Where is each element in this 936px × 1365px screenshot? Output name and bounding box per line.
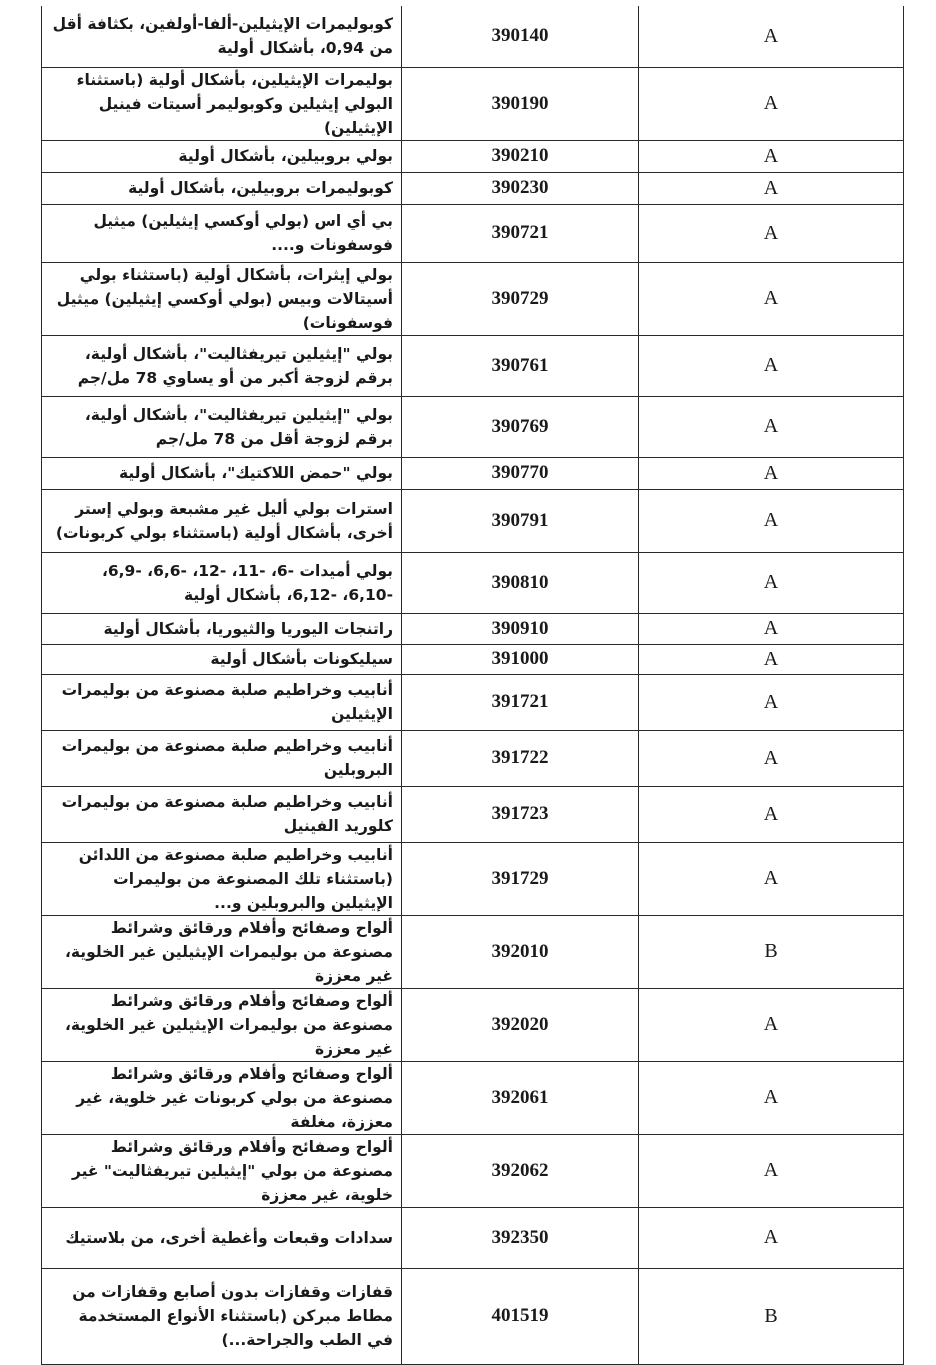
description-cell: أنابيب وخراطيم صلبة مصنوعة من اللدائن (باستثناء تلك المصنوعة من بوليمرات الإيثيلين والبروبلين و...: [42, 842, 402, 915]
description-cell: أنابيب وخراطيم صلبة مصنوعة من بوليمرات الإيثيلين: [42, 674, 402, 730]
description-cell: ألواح وصفائح وأفلام ورقائق وشرائط مصنوعة من بولي كربونات غير خلوية، غير معززة، مغلفة: [42, 1061, 402, 1134]
category-cell: A: [639, 988, 904, 1061]
code-cell: 391000: [402, 644, 639, 674]
table-row: [42, 1268, 904, 1364]
code-cell: 392020: [402, 988, 639, 1061]
category-cell: A: [639, 552, 904, 613]
code-cell: 390910: [402, 613, 639, 644]
code-cell: 390761: [402, 335, 639, 396]
table-row: [42, 674, 904, 730]
table-row: [42, 786, 904, 842]
code-cell: 392062: [402, 1134, 639, 1207]
table-row: [42, 1134, 904, 1207]
category-cell: A: [639, 674, 904, 730]
table-row: [42, 457, 904, 489]
table-row: [42, 988, 904, 1061]
code-cell: 390140: [402, 6, 639, 67]
code-cell: 390810: [402, 552, 639, 613]
description-cell: ألواح وصفائح وأفلام ورقائق وشرائط مصنوعة من بوليمرات الإيثيلين غير الخلوية، غير معززة: [42, 988, 402, 1061]
description-cell: قفازات وقفازات بدون أصابع وقفازات من مطاط مبركن (باستثناء الأنواع المستخدمة في الطب والجراحة...): [42, 1268, 402, 1364]
description-cell: بوليمرات الإيثيلين، بأشكال أولية (باستثناء البولي إيثيلين وكوبوليمر أسيتات فينيل الإيثيلين): [42, 67, 402, 140]
code-cell: 390769: [402, 396, 639, 457]
description-cell: سيليكونات بأشكال أولية: [42, 644, 402, 674]
code-cell: 392350: [402, 1207, 639, 1268]
category-cell: A: [639, 67, 904, 140]
category-cell: A: [639, 396, 904, 457]
description-cell: أنابيب وخراطيم صلبة مصنوعة من بوليمرات البروبلين: [42, 730, 402, 786]
description-cell: بولي "حمض اللاكتيك"، بأشكال أولية: [42, 457, 402, 489]
table-row: [42, 204, 904, 262]
category-cell: A: [639, 730, 904, 786]
table-row: [42, 140, 904, 172]
description-cell: ألواح وصفائح وأفلام ورقائق وشرائط مصنوعة من بولي "إيثيلين تيريفثاليت" غير خلوية، غير معززة: [42, 1134, 402, 1207]
description-cell: بولي إيثرات، بأشكال أولية (باستثناء بولي أسيتالات وبيس (بولي أوكسي إيثيلين) ميثيل فوسفونات): [42, 262, 402, 335]
code-cell: 390729: [402, 262, 639, 335]
category-cell: A: [639, 140, 904, 172]
description-cell: استرات بولي أليل غير مشبعة وبولي إستر أخرى، بأشكال أولية (باستثناء بولي كربونات): [42, 489, 402, 552]
description-cell: بولي أميدات -6، -11، -12، -6,6، -6,9، -6,10، -6,12، بأشكال أولية: [42, 552, 402, 613]
category-cell: A: [639, 613, 904, 644]
table-row: [42, 644, 904, 674]
table-row: [42, 172, 904, 204]
table-row: [42, 730, 904, 786]
category-cell: A: [639, 1134, 904, 1207]
code-cell: 392010: [402, 915, 639, 988]
description-cell: بولي "إيثيلين تيريفثاليت"، بأشكال أولية، برقم لزوجة أكبر من أو يساوي 78 مل/جم: [42, 335, 402, 396]
code-cell: 391722: [402, 730, 639, 786]
category-cell: A: [639, 842, 904, 915]
description-cell: بولي "إيثيلين تيريفثاليت"، بأشكال أولية، برقم لزوجة أقل من 78 مل/جم: [42, 396, 402, 457]
category-cell: B: [639, 915, 904, 988]
table-row: [42, 915, 904, 988]
table-row: [42, 613, 904, 644]
table-row: [42, 396, 904, 457]
table-body: [42, 6, 904, 1364]
code-cell: 390210: [402, 140, 639, 172]
category-cell: A: [639, 489, 904, 552]
table-row: [42, 552, 904, 613]
category-cell: A: [639, 172, 904, 204]
category-cell: A: [639, 6, 904, 67]
category-cell: A: [639, 1061, 904, 1134]
table-row: [42, 67, 904, 140]
category-cell: A: [639, 335, 904, 396]
code-cell: 390791: [402, 489, 639, 552]
description-cell: بي أي اس (بولي أوكسي إيثيلين) ميثيل فوسفونات و....: [42, 204, 402, 262]
code-cell: 391721: [402, 674, 639, 730]
category-cell: A: [639, 204, 904, 262]
category-cell: B: [639, 1268, 904, 1364]
table-row: [42, 1061, 904, 1134]
category-cell: A: [639, 1207, 904, 1268]
description-cell: كوبوليمرات بروبيلين، بأشكال أولية: [42, 172, 402, 204]
tariff-table: [41, 6, 904, 1365]
category-cell: A: [639, 457, 904, 489]
description-cell: كوبوليمرات الإيثيلين-ألفا-أولفين، بكثافة أقل من 0,94، بأشكال أولية: [42, 6, 402, 67]
table-row: [42, 335, 904, 396]
code-cell: 390230: [402, 172, 639, 204]
table-row: [42, 489, 904, 552]
description-cell: بولي بروبيلين، بأشكال أولية: [42, 140, 402, 172]
category-cell: A: [639, 786, 904, 842]
code-cell: 391723: [402, 786, 639, 842]
description-cell: أنابيب وخراطيم صلبة مصنوعة من بوليمرات كلوريد الفينيل: [42, 786, 402, 842]
table-row: [42, 1207, 904, 1268]
code-cell: 401519: [402, 1268, 639, 1364]
category-cell: A: [639, 262, 904, 335]
description-cell: ألواح وصفائح وأفلام ورقائق وشرائط مصنوعة من بوليمرات الإيثيلين غير الخلوية، غير معززة: [42, 915, 402, 988]
category-cell: A: [639, 644, 904, 674]
code-cell: 392061: [402, 1061, 639, 1134]
code-cell: 391729: [402, 842, 639, 915]
table-row: [42, 842, 904, 915]
code-cell: 390721: [402, 204, 639, 262]
description-cell: راتنجات اليوريا والثيوريا، بأشكال أولية: [42, 613, 402, 644]
description-cell: سدادات وقبعات وأغطية أخرى، من بلاستيك: [42, 1207, 402, 1268]
table-row: [42, 6, 904, 67]
code-cell: 390770: [402, 457, 639, 489]
table-row: [42, 262, 904, 335]
code-cell: 390190: [402, 67, 639, 140]
